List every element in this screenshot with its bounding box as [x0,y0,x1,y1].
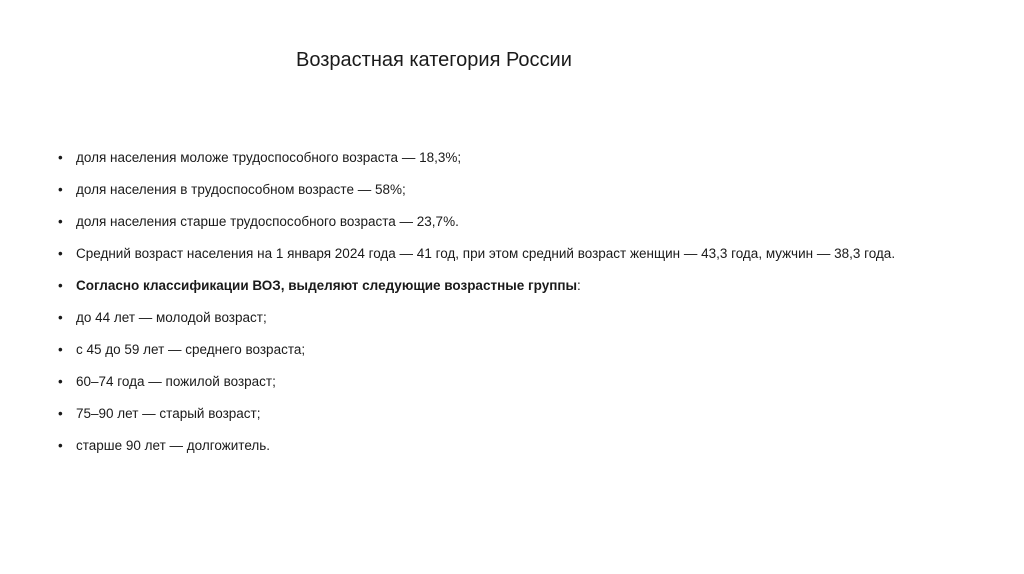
bullet-text: с 45 до 59 лет — среднего возраста; [76,342,306,357]
bullet-icon: • [58,246,63,261]
bullet-icon: • [58,438,63,453]
bullet-icon: • [58,342,63,357]
bullet-item-elderly-age [58,372,938,391]
bullet-icon: • [58,182,63,197]
bullet-text-suffix: : [577,278,581,293]
bullet-text: старше 90 лет — долгожитель. [76,438,271,453]
bullet-icon: • [58,406,63,421]
slide-title: Возрастная категория России [296,49,572,71]
bullet-text: доля населения старше трудоспособного возраста — 23,7%. [76,214,459,229]
bullet-text: 75–90 лет — старый возраст; [76,406,261,421]
bullet-item-who-classification [58,276,938,295]
bullet-item-youth-share [58,148,938,167]
bullet-icon: • [58,278,63,293]
bullet-icon: • [58,310,63,325]
bullet-item-average-age [58,244,938,263]
bullet-list [58,148,938,468]
bullet-text: до 44 лет — молодой возраст; [76,310,267,325]
bullet-text: 60–74 года — пожилой возраст; [76,374,276,389]
bullet-item-old-age [58,404,938,423]
bullet-item-long-liver [58,436,938,455]
bullet-text-bold: Согласно классификации ВОЗ, выделяют следующие возрастные группы [76,278,578,293]
bullet-item-working-age-share [58,180,938,199]
bullet-icon: • [58,374,63,389]
bullet-text: доля населения в трудоспособном возрасте — 58%; [76,182,406,197]
bullet-icon: • [58,214,63,229]
bullet-item-elderly-share [58,212,938,231]
bullet-item-young-age [58,308,938,327]
bullet-text: доля населения моложе трудоспособного возраста — 18,3%; [76,150,462,165]
bullet-item-middle-age [58,340,938,359]
bullet-icon: • [58,150,63,165]
bullet-text: Средний возраст населения на 1 января 2024 года — 41 год, при этом средний возраст женщин — 43,3 года, мужчин — 38,3 года. [76,246,896,261]
